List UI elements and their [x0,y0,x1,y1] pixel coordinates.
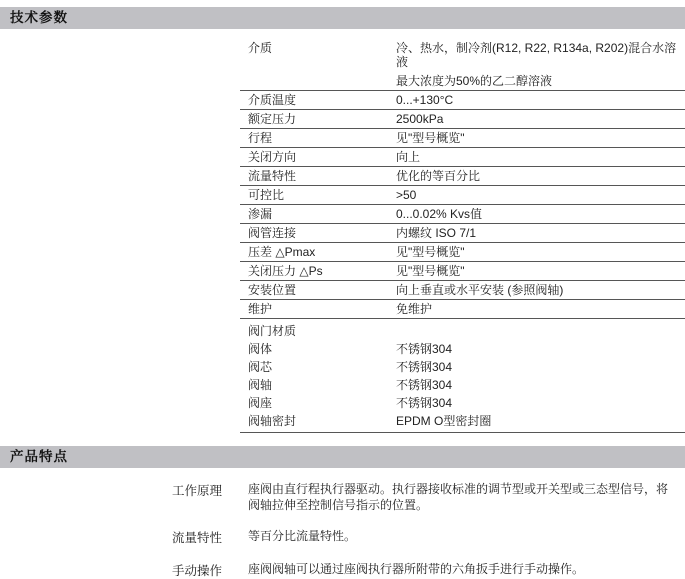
param-row [240,39,685,91]
param-value [396,207,685,221]
feature-row [172,528,675,546]
param-value-line1: >50 [396,188,417,202]
param-value [396,131,685,145]
param-label: 关闭方向 [248,150,297,164]
feature-row [172,561,675,579]
param-label: 渗漏 [248,207,273,221]
tech-params-table [240,39,685,319]
param-value [396,93,685,107]
param-row [240,186,685,205]
feature-text: 座阀由直行程执行器驱动。执行器接收标准的调节型或开关型或三态型信号，将阀轴拉伸至控制信号指示的位置。 [248,482,669,512]
material-row [240,322,685,340]
param-value-line1: 见"型号概览" [396,131,465,145]
param-value [396,188,685,202]
param-label: 额定压力 [248,112,297,126]
feature-text: 等百分比流量特性。 [248,529,357,543]
param-label: 可控比 [248,188,285,202]
feature-label: 工作原理 [172,484,223,498]
param-label: 维护 [248,302,273,316]
material-row [240,394,685,412]
param-value-line1: 内螺纹 ISO 7/1 [396,226,477,240]
param-row [240,148,685,167]
param-value-line1: 2500kPa [396,112,444,126]
material-value: 不锈钢304 [396,396,453,410]
param-row [240,300,685,319]
param-row [240,167,685,186]
param-value [396,112,685,126]
param-row [240,281,685,300]
material-label: 阀门材质 [248,324,297,338]
param-value-line1: 见"型号概览" [396,264,465,278]
material-label: 阀轴密封 [248,414,297,428]
feature-label: 手动操作 [172,564,223,578]
param-row [240,205,685,224]
param-row [240,243,685,262]
param-label: 介质温度 [248,93,297,107]
material-row [240,358,685,376]
param-row [240,262,685,281]
material-row [240,376,685,394]
material-row [240,340,685,358]
feature-label: 流量特性 [172,531,223,545]
section-title-features: 产品特点 [10,449,68,464]
param-value [396,226,685,240]
section-header-features [0,446,685,468]
param-label: 介质 [248,41,273,55]
param-row [240,224,685,243]
datasheet-page [0,7,685,578]
param-value-line1: 向上垂直或水平安装 (参照阀轴) [396,283,564,297]
product-features-section [0,446,685,579]
param-value-line1: 向上 [396,150,421,164]
param-value-line1: 冷、热水，制冷剂(R12, R22, R134a, R202)混合水溶液 [396,41,677,69]
valve-material-table [240,319,685,433]
feature-text: 座阀阀轴可以通过座阀执行器所附带的六角扳手进行手动操作。 [248,562,585,576]
param-value [396,283,685,297]
param-label: 行程 [248,131,273,145]
material-label: 阀体 [248,342,273,356]
param-row [240,129,685,148]
param-row [240,91,685,110]
feature-row [172,481,675,513]
param-value-line1: 优化的等百分比 [396,169,481,183]
material-value: 不锈钢304 [396,360,453,374]
param-label: 安装位置 [248,283,297,297]
material-row [240,412,685,430]
param-value [396,41,685,88]
param-value-line2: 最大浓度为50%的乙二醇溶液 [396,74,553,88]
param-label: 压差 △Pmax [248,245,316,259]
param-value-line1: 免维护 [396,302,433,316]
param-value-line1: 0...+130°C [396,93,454,107]
material-value: EPDM O型密封圈 [396,414,492,428]
material-label: 阀轴 [248,378,273,392]
param-value [396,264,685,278]
material-label: 阀座 [248,396,273,410]
section-title-tech-params: 技术参数 [10,10,68,25]
material-value: 不锈钢304 [396,342,453,356]
param-value-line1: 0...0.02% Kvs值 [396,207,483,221]
param-value [396,245,685,259]
param-label: 关闭压力 △Ps [248,264,323,278]
features-list [0,481,685,579]
param-value-line1: 见"型号概览" [396,245,465,259]
material-label: 阀芯 [248,360,273,374]
param-row [240,110,685,129]
param-value [396,150,685,164]
param-value [396,169,685,183]
section-header-tech-params [0,7,685,29]
material-value: 不锈钢304 [396,378,453,392]
param-label: 流量特性 [248,169,297,183]
param-value [396,302,685,316]
param-label: 阀管连接 [248,226,297,240]
